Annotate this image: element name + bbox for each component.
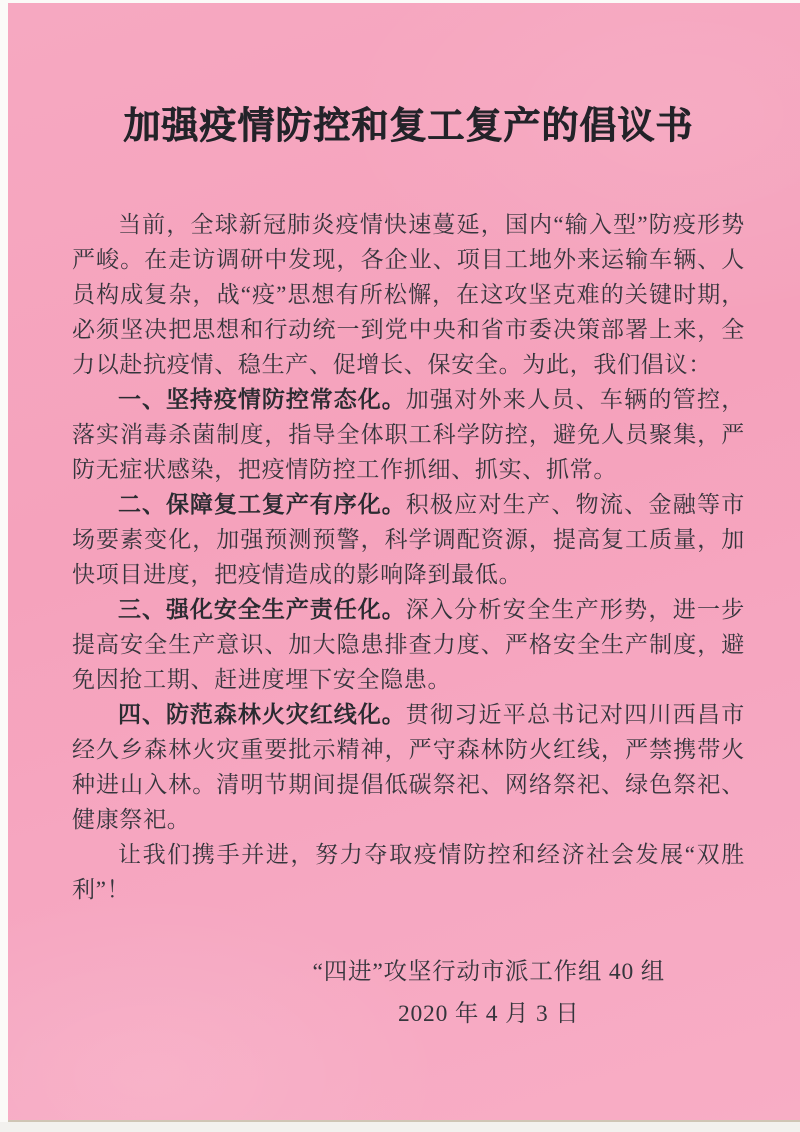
document-body [72,207,745,907]
paragraph [72,487,745,592]
signature-block [312,951,665,1035]
paragraph-text: 贯彻习近平总书记对四川西昌市经久乡森林火灾重要批示精神，严守森林防火红线，严禁携带火种进山入林。清明节期间提倡低碳祭祀、网络祭祀、绿色祭祀、健康祭祀。 [72,702,745,833]
scan-margin-bottom [0,1122,800,1132]
paragraph [72,382,745,487]
signature-line: “四进”攻坚行动市派工作组 40 组 [312,959,665,986]
section-heading: 三、强化安全生产责任化。 [118,596,406,623]
document-content [8,103,800,1132]
paragraph [72,837,745,907]
section-heading: 一、坚持疫情防控常态化。 [118,386,406,413]
section-heading: 二、保障复工复产有序化。 [118,491,406,518]
scan-margin-top [0,0,800,3]
scan-margin-left [0,0,8,1132]
document-page [8,3,800,1122]
paragraph-text: 深入分析安全生产形势，进一步提高安全生产意识、加大隐患排查力度、严格安全生产制度，避免因抢工期、赶进度埋下安全隐患。 [72,597,745,693]
paragraph [72,592,745,697]
paragraph [72,697,745,837]
date-line: 2020 年 4 月 3 日 [397,1001,580,1028]
paragraph-text: 加强对外来人员、车辆的管控，落实消毒杀菌制度，指导全体职工科学防控，避免人员聚集，严防无症状感染，把疫情防控工作抓细、抓实、抓常。 [72,387,745,483]
paragraph-text: 让我们携手并进，努力夺取疫情防控和经济社会发展“双胜利”！ [72,842,745,903]
paragraph [72,207,745,382]
section-heading: 四、防范森林火灾红线化。 [118,701,406,728]
document-title: 加强疫情防控和复工复产的倡议书 [123,105,694,146]
paragraph-text: 当前，全球新冠肺炎疫情快速蔓延，国内“输入型”防疫形势严峻。在走访调研中发现，各企业、项目工地外来运输车辆、人员构成复杂，战“疫”思想有所松懈，在这攻坚克难的关键时期，必须坚决把思想和行动统一到党中央和省市委决策部署上来，全力以赴抗疫情、稳生产、促增长、保安全。为此，我们倡议： [72,212,745,378]
paragraph-text: 积极应对生产、物流、金融等市场要素变化，加强预测预警，科学调配资源，提高复工质量，加快项目进度，把疫情造成的影响降到最低。 [72,492,745,588]
